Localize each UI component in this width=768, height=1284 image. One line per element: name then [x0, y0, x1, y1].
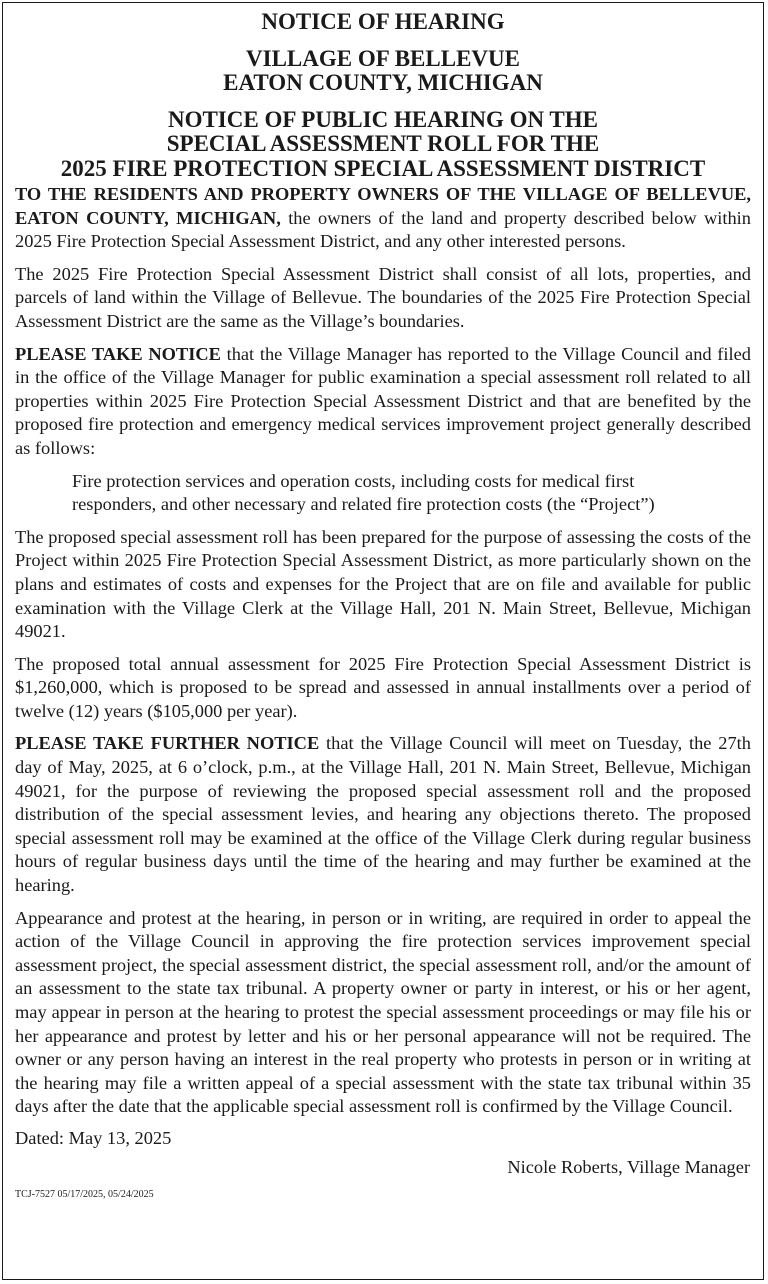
further-notice-bold: PLEASE TAKE FURTHER NOTICE	[15, 733, 320, 754]
addressee-bold: TO THE RESIDENTS AND PROPERTY OWNERS OF THE VILLAGE OF BELLEVUE, EATON COUNTY, MICHIGAN,	[15, 184, 751, 228]
notice-paragraph	[15, 343, 751, 461]
issuer-heading	[15, 47, 751, 96]
village-name: VILLAGE OF BELLEVUE	[246, 45, 520, 71]
subject-line-1: NOTICE OF PUBLIC HEARING ON THE	[167, 106, 599, 132]
subject-line-2: SPECIAL ASSESSMENT ROLL FOR THE	[166, 131, 600, 156]
roll-paragraph: The proposed special assessment roll has been prepared for the purpose of assessing the costs of the Project within 2025 Fire Protection Special Assessment District, as more particularly shown on the plans and estimates of costs and expenses for the Project that are on file and available for public examination with the Village Clerk at the Village Hall, 201 N. Main Street, Bellevue, Michigan 49021.	[15, 526, 751, 642]
district-paragraph: The 2025 Fire Protection Special Assessment District shall consist of all lots, properties, and parcels of land within the Village of Bellevue. The boundaries of the 2025 Fire Protection Special Assessment District are the same as the Village’s boundaries.	[15, 263, 751, 331]
notice-text: that the Village Manager has reported to the Village Council and filed in the office of the Village Manager for public examination a special assessment roll related to all properties within 2025 Fire Protection Special Assessment District and that are benefited by the proposed fire protection and emergency medical services improvement project generally described as follows:	[15, 343, 751, 458]
county-state: EATON COUNTY, MICHIGAN	[223, 70, 543, 95]
public-notice	[2, 2, 764, 1280]
further-notice-text: that the Village Council will meet on Tuesday, the 27th day of May, 2025, at 6 o’clock, p.m., at the Village Hall, 201 N. Main Street, Bellevue, Michigan 49021, for the purpose of reviewing the proposed special assessment roll and the proposed distribution of the special assessment levies, and hearing any objections thereto. The proposed special assessment roll may be examined at the office of the Village Clerk during regular business hours of regular business days until the time of the hearing and may further be examined at the hearing.	[15, 733, 751, 896]
subject-heading	[15, 108, 751, 182]
addressee-paragraph	[15, 183, 751, 254]
notice-title: NOTICE OF HEARING	[261, 9, 505, 34]
publication-reference: TCJ-7527 05/17/2025, 05/24/2025	[15, 1189, 154, 1201]
appeal-paragraph: Appearance and protest at the hearing, in person or in writing, are required in order to appeal the action of the Village Council in approving the fire protection services improvement special assessment project, the special assessment district, the special assessment roll, and/or the amount of an assessment to the state tax tribunal. A property owner or party in interest, or his or her agent, may appear in person at the hearing to protest the special assessment proceedings or may file his or her appearance and protest by letter and his or her personal appearance will not be required. The owner or any person having an interest in the real property who protests in person or in writing at the hearing may file a written appeal of a special assessment with the state tax tribunal within 35 days after the date that the applicable special assessment roll is confirmed by the Village Council.	[15, 907, 751, 1117]
project-description: Fire protection services and operation costs, including costs for medical first responders, and other necessary and related fire protection costs (the “Project”)	[72, 470, 655, 515]
subject-line-3: 2025 FIRE PROTECTION SPECIAL ASSESSMENT DISTRICT	[60, 155, 706, 181]
signature-line: Nicole Roberts, Village Manager	[507, 1156, 750, 1177]
further-notice-paragraph	[15, 732, 751, 897]
notice-bold: PLEASE TAKE NOTICE	[15, 343, 221, 364]
assessment-amount-paragraph: The proposed total annual assessment for 2025 Fire Protection Special Assessment District is $1,260,000, which is proposed to be spread and assessed in annual installments over a period of twelve (12) years ($105,000 per year).	[15, 653, 751, 721]
dated-line: Dated: May 13, 2025	[15, 1127, 172, 1148]
addressee-text: the owners of the land and property described below within 2025 Fire Protection Special Assessment District, and any other interested persons.	[15, 207, 751, 252]
